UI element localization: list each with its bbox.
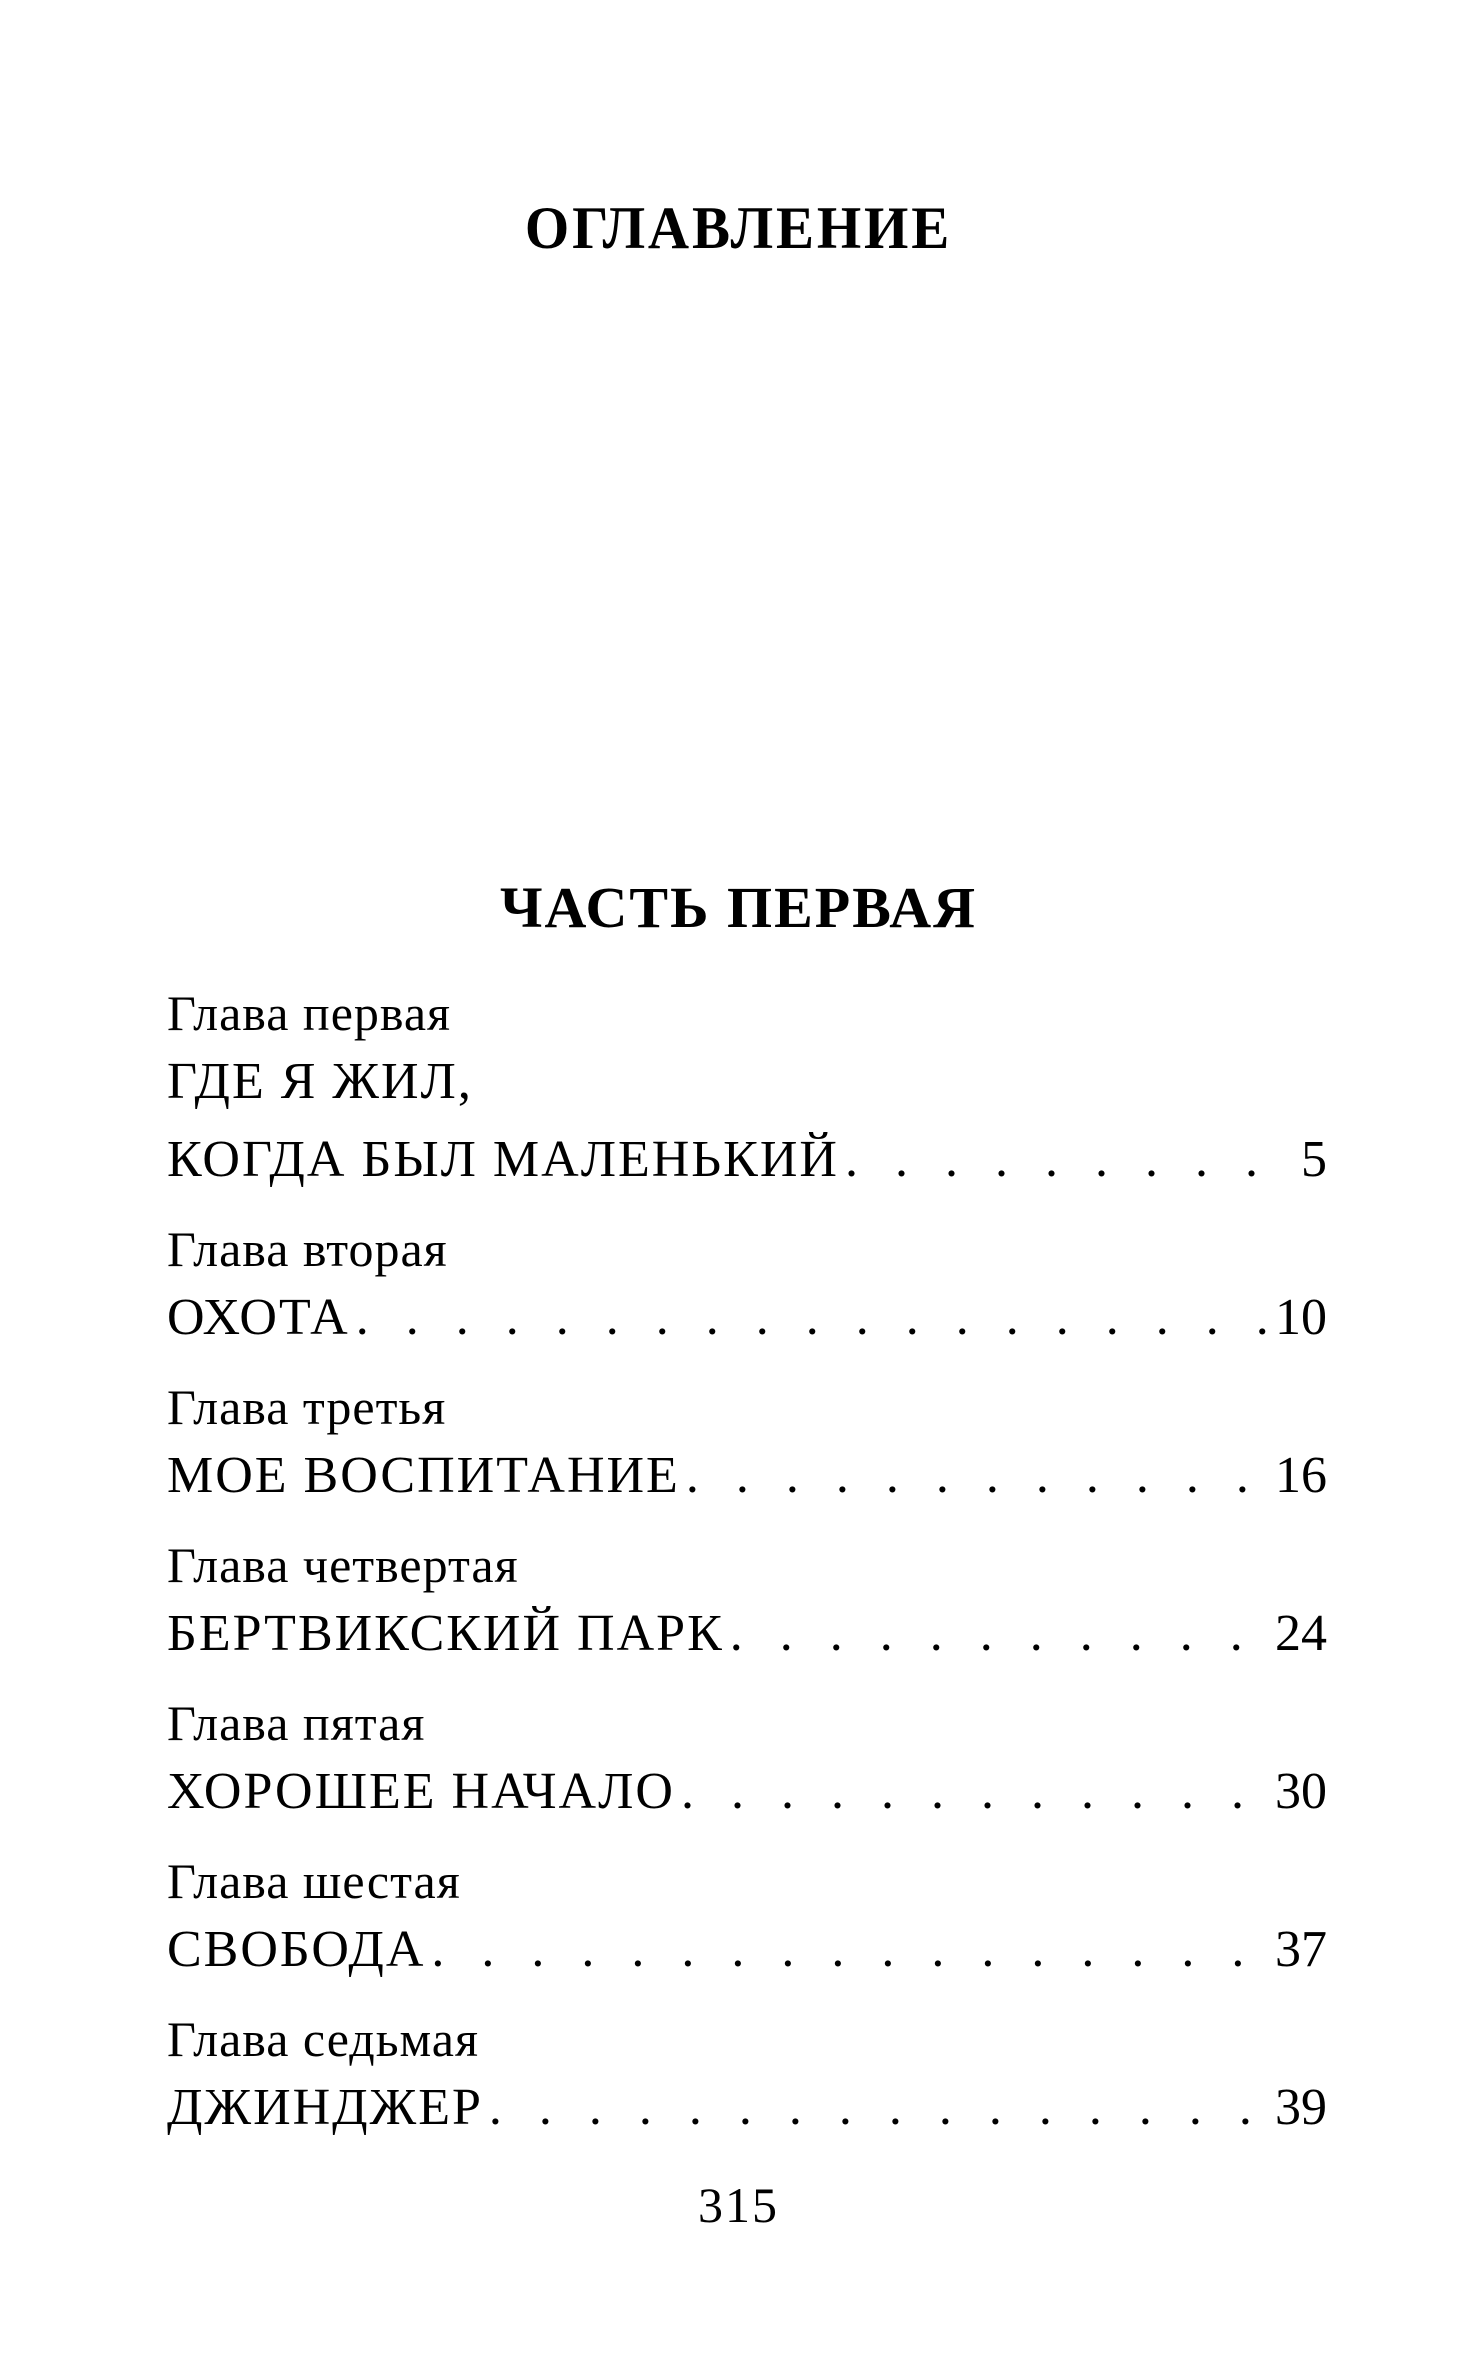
page-number[interactable]: 24 [1275,1605,1327,1662]
toc-entry-7[interactable] [167,2011,1327,2147]
dot-leader [730,1595,1269,1673]
chapter-label: Глава третья [167,1379,447,1435]
dot-leader [681,1753,1269,1831]
chapter-label: Глава шестая [167,1853,461,1909]
chapter-title-row [167,1437,1327,1515]
chapter-title-line: ГДЕ Я ЖИЛ, [167,1053,473,1110]
chapter-title-row [167,1595,1327,1673]
dot-leader [431,1911,1269,1989]
dot-leader [356,1279,1269,1357]
page-number[interactable]: 10 [1275,1289,1327,1346]
part-title: ЧАСТЬ ПЕРВАЯ [499,875,977,940]
toc-entry-2[interactable] [167,1221,1327,1357]
chapter-title: ОХОТА [167,1289,350,1346]
chapter-label: Глава четвертая [167,1537,519,1593]
page-number[interactable]: 5 [1301,1131,1327,1188]
chapter-title: ХОРОШЕЕ НАЧАЛО [167,1763,675,1820]
table-of-contents [167,985,1327,2169]
toc-entry-5[interactable] [167,1695,1327,1831]
page-number[interactable]: 16 [1275,1447,1327,1504]
chapter-title-row [167,2069,1327,2147]
toc-entry-3[interactable] [167,1379,1327,1515]
dot-leader [686,1437,1269,1515]
toc-entry-6[interactable] [167,1853,1327,1989]
chapter-title: МОЕ ВОСПИТАНИЕ [167,1447,680,1504]
chapter-title: КОГДА БЫЛ МАЛЕНЬКИЙ [167,1131,839,1188]
dot-leader [845,1121,1295,1199]
chapter-title: ДЖИНДЖЕР [167,2079,483,2136]
toc-entry-1[interactable] [167,985,1327,1199]
chapter-label: Глава пятая [167,1695,426,1751]
chapter-title-row [167,1753,1327,1831]
page-number[interactable]: 30 [1275,1763,1327,1820]
page-number[interactable]: 37 [1275,1921,1327,1978]
dot-leader [489,2069,1269,2147]
chapter-title: СВОБОДА [167,1921,426,1978]
chapter-label: Глава первая [167,985,452,1041]
page-number[interactable]: 39 [1275,2079,1327,2136]
chapter-label: Глава вторая [167,1221,448,1277]
chapter-title-row [167,1911,1327,1989]
chapter-title-row [167,1279,1327,1357]
page-title: ОГЛАВЛЕНИЕ [524,195,953,261]
folio-page-number: 315 [698,2177,779,2233]
chapter-title-row [167,1121,1327,1199]
chapter-title: БЕРТВИКСКИЙ ПАРК [167,1605,724,1662]
chapter-label: Глава седьмая [167,2011,479,2067]
toc-entry-4[interactable] [167,1537,1327,1673]
